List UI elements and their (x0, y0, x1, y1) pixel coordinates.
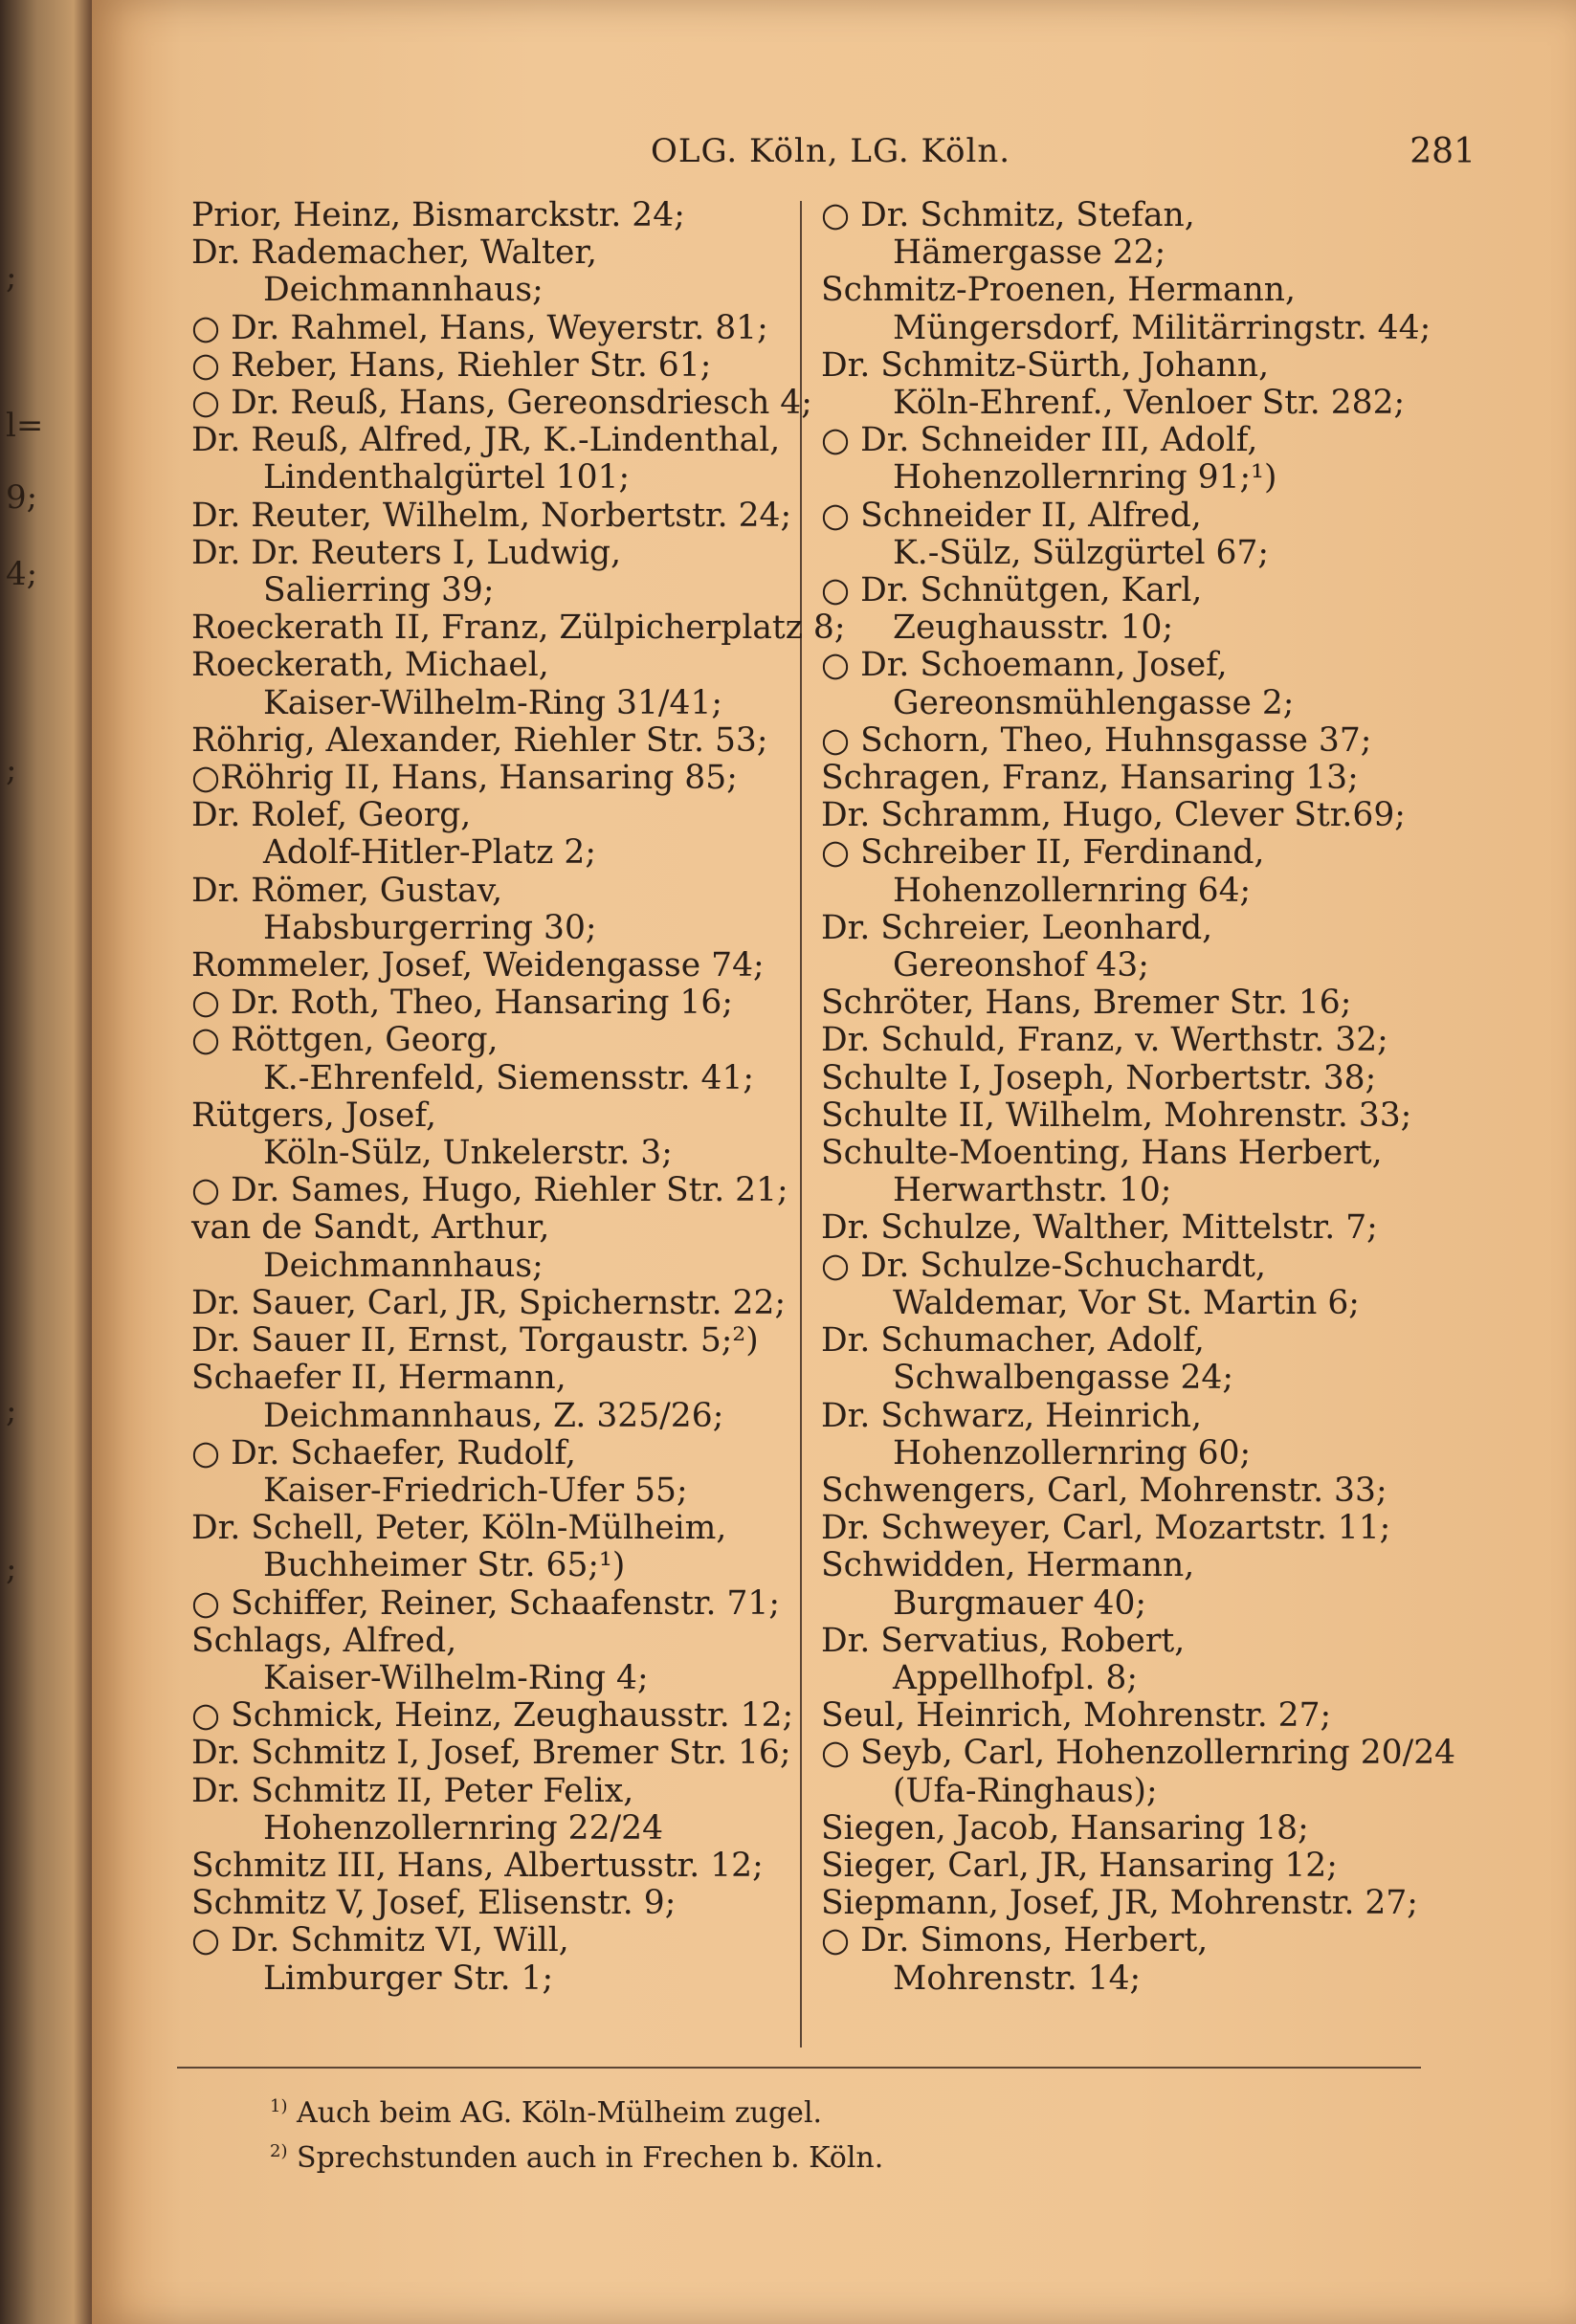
entry-line: ○ Dr. Simons, Herbert, (821, 1921, 1209, 1960)
entry-line: ○ Schmick, Heinz, Zeughausstr. 12; (191, 1696, 794, 1736)
directory-entry (821, 498, 1443, 572)
margin-mark: ; (6, 751, 17, 789)
directory-entry (821, 1848, 1443, 1885)
directory-entry (821, 347, 1443, 422)
directory-entry (191, 384, 812, 423)
entry-continuation: (Ufa-Ringhaus); (893, 1771, 1158, 1810)
directory-entry (821, 1472, 1443, 1510)
directory-entry (821, 572, 1443, 647)
entry-continuation: Hohenzollernring 22/24 (263, 1808, 664, 1848)
entry-line: ○ Dr. Rahmel, Hans, Weyerstr. 81; (191, 308, 768, 347)
directory-entry (191, 1435, 804, 1510)
entry-line: Dr. Servatius, Robert, (821, 1621, 1186, 1660)
margin-mark: ; (6, 258, 17, 297)
entry-line: ○ Seyb, Carl, Hohenzollernring 20/24 (821, 1734, 1456, 1773)
directory-entry (191, 1697, 804, 1735)
entry-continuation: Gereonshof 43; (893, 946, 1149, 985)
entry-line: Schulte II, Wilhelm, Mohrenstr. 33; (821, 1096, 1412, 1135)
entry-line: Schlags, Alfred, (191, 1621, 457, 1660)
directory-entry (821, 1885, 1443, 1922)
entry-line: ○ Schneider II, Alfred, (821, 496, 1202, 535)
entry-line: Dr. Schulze, Walther, Mittelstr. 7; (821, 1208, 1378, 1248)
directory-entry (821, 1248, 1443, 1322)
directory-entry (821, 1810, 1443, 1848)
directory-entry (191, 1922, 804, 1997)
entry-line: Dr. Schell, Peter, Köln-Mülheim, (191, 1509, 727, 1548)
directory-entry (821, 1734, 1456, 1810)
entry-line: Rommeler, Josef, Weidengasse 74; (191, 946, 765, 985)
directory-entry (191, 797, 804, 872)
directory-entry (821, 1547, 1443, 1622)
directory-entry (821, 1922, 1443, 1997)
directory-entry (821, 797, 1443, 834)
entry-continuation: Kaiser-Wilhelm-Ring 31/41; (263, 683, 723, 722)
entry-continuation: Waldemar, Vor St. Martin 6; (893, 1283, 1360, 1322)
entry-line: Dr. Reuter, Wilhelm, Norbertstr. 24; (191, 496, 792, 535)
directory-entry (821, 1697, 1443, 1735)
entry-continuation: Schwalbengasse 24; (893, 1359, 1234, 1398)
entry-line: ○ Dr. Roth, Theo, Hansaring 16; (191, 984, 733, 1023)
directory-entry (191, 873, 804, 947)
footnote-mark: 2) (270, 2141, 288, 2161)
entry-continuation: Salierring 39; (263, 571, 495, 610)
entry-line: Dr. Römer, Gustav, (191, 871, 503, 910)
entry-continuation: Adolf-Hitler-Platz 2; (263, 833, 596, 873)
directory-entry (191, 1097, 804, 1172)
directory-entry (191, 1585, 804, 1623)
margin-mark: ; (6, 1550, 17, 1588)
footnote-rule (177, 2067, 1421, 2069)
entry-line: ○ Dr. Schneider III, Adolf, (821, 421, 1258, 460)
entry-continuation: Herwarthstr. 10; (893, 1171, 1172, 1210)
entry-line: ○ Schiffer, Reiner, Schaafenstr. 71; (191, 1583, 780, 1623)
entry-line: Schmitz III, Hans, Albertusstr. 12; (191, 1846, 764, 1885)
entry-line: Dr. Schmitz-Sürth, Johann, (821, 345, 1270, 385)
directory-entry (191, 1285, 804, 1322)
entry-continuation: Müngersdorf, Militärringstr. 44; (893, 308, 1432, 347)
entry-continuation: Habsburgerring 30; (263, 908, 597, 947)
entry-line: Dr. Schwarz, Heinrich, (821, 1396, 1202, 1435)
running-header: OLG. Köln, LG. Köln. (651, 132, 1011, 170)
entry-line: ○Röhrig II, Hans, Hansaring 85; (191, 759, 738, 798)
entry-continuation: Appellhofpl. 8; (893, 1658, 1138, 1697)
entry-line: ○ Dr. Reuß, Hans, Gereonsdriesch 4; (191, 384, 812, 423)
entry-continuation: Kaiser-Friedrich-Ufer 55; (263, 1471, 688, 1510)
entry-line: Schulte-Moenting, Hans Herbert, (821, 1134, 1383, 1173)
entry-line: ○ Dr. Schnütgen, Karl, (821, 571, 1203, 610)
entry-line: Roeckerath II, Franz, Zülpicherplatz 8; (191, 609, 846, 648)
entry-line: Rütgers, Josef, (191, 1096, 436, 1135)
directory-entry (191, 535, 804, 609)
entry-line: ○ Dr. Schmitz, Stefan, (821, 196, 1195, 234)
directory-entry (191, 985, 804, 1022)
footnote-2 (270, 2133, 883, 2178)
directory-entry (191, 1623, 804, 1697)
entry-continuation: Köln-Ehrenf., Venloer Str. 282; (893, 384, 1406, 423)
directory-entry (191, 1360, 804, 1434)
directory-entry (821, 1060, 1443, 1097)
left-column (191, 196, 846, 1998)
entry-line: ○ Dr. Sames, Hugo, Riehler Str. 21; (191, 1171, 788, 1210)
entry-line: Schaefer II, Hermann, (191, 1359, 566, 1398)
directory-entry (191, 647, 804, 721)
directory-entry (191, 234, 804, 309)
entry-continuation: Deichmannhaus, Z. 325/26; (263, 1396, 724, 1435)
entry-line: Seul, Heinrich, Mohrenstr. 27; (821, 1696, 1332, 1736)
entry-line: Dr. Schumacher, Adolf, (821, 1321, 1205, 1361)
page-number: 281 (1410, 132, 1476, 171)
directory-entry (191, 1322, 804, 1360)
entry-line: Dr. Schmitz I, Josef, Bremer Str. 16; (191, 1734, 791, 1773)
entry-continuation: Kaiser-Wilhelm-Ring 4; (263, 1658, 649, 1697)
directory-entry (821, 1510, 1443, 1547)
directory-entry (191, 422, 804, 497)
footnote-text: Auch beim AG. Köln-Mülheim zugel. (297, 2096, 823, 2130)
margin-mark: l= (6, 407, 44, 445)
entry-line: Dr. Rademacher, Walter, (191, 233, 598, 273)
footnote-1 (270, 2088, 883, 2133)
entry-line: ○ Reber, Hans, Riehler Str. 61; (191, 345, 712, 385)
entry-continuation: Köln-Sülz, Unkelerstr. 3; (263, 1134, 673, 1173)
footnotes (270, 2088, 883, 2178)
directory-entry (821, 910, 1443, 985)
directory-entry (821, 272, 1443, 346)
entry-line: Dr. Schmitz II, Peter Felix, (191, 1771, 634, 1810)
directory-entry (191, 1510, 804, 1584)
directory-entry (821, 722, 1443, 760)
directory-entry (821, 1398, 1443, 1472)
entry-line: ○ Dr. Schoemann, Josef, (821, 646, 1228, 685)
directory-entry (191, 1885, 804, 1922)
entry-line: Siepmann, Josef, JR, Mohrenstr. 27; (821, 1884, 1418, 1923)
entry-line: van de Sandt, Arthur, (191, 1208, 550, 1248)
entry-line: Dr. Schweyer, Carl, Mozartstr. 11; (821, 1509, 1391, 1548)
entry-continuation: Hohenzollernring 91;¹) (893, 458, 1277, 498)
entry-line: Schröter, Hans, Bremer Str. 16; (821, 984, 1352, 1023)
footnote-mark: 1) (270, 2096, 288, 2116)
directory-entry (821, 197, 1443, 272)
directory-entry (821, 422, 1443, 497)
directory-entry (821, 1623, 1443, 1697)
entry-line: Schragen, Franz, Hansaring 13; (821, 759, 1359, 798)
directory-entry (821, 1135, 1443, 1209)
right-column (821, 196, 1456, 1998)
margin-mark: 4; (6, 555, 38, 593)
entry-line: Dr. Schuld, Franz, v. Werthstr. 32; (821, 1021, 1388, 1060)
entry-continuation: Mohrenstr. 14; (893, 1959, 1142, 1998)
entry-line: Schwengers, Carl, Mohrenstr. 33; (821, 1471, 1387, 1510)
directory-entry (191, 1172, 804, 1209)
directory-entry (191, 760, 804, 797)
entry-continuation: Hämergasse 22; (893, 233, 1166, 273)
entry-line: Dr. Schramm, Hugo, Clever Str.69; (821, 796, 1406, 835)
directory-entry (191, 197, 804, 234)
entry-line: Dr. Rolef, Georg, (191, 796, 472, 835)
directory-entry (821, 1209, 1443, 1247)
entry-line: Dr. Dr. Reuters I, Ludwig, (191, 533, 622, 572)
directory-entry (191, 722, 804, 760)
directory-entry (191, 947, 804, 985)
entry-continuation: Burgmauer 40; (893, 1583, 1147, 1623)
entry-line: Dr. Reuß, Alfred, JR, K.-Lindenthal, (191, 421, 781, 460)
directory-entry (191, 1022, 804, 1096)
entry-line: Röhrig, Alexander, Riehler Str. 53; (191, 720, 768, 760)
entry-line: ○ Röttgen, Georg, (191, 1021, 499, 1060)
directory-entry (191, 609, 846, 648)
entry-line: Dr. Sauer II, Ernst, Torgaustr. 5;²) (191, 1321, 759, 1361)
entry-line: ○ Schreiber II, Ferdinand, (821, 833, 1265, 873)
directory-entry (821, 647, 1443, 721)
entry-continuation: Deichmannhaus; (263, 1246, 544, 1285)
directory-entry (821, 834, 1443, 909)
directory-entry (191, 1848, 804, 1885)
directory-entry (821, 760, 1443, 797)
entry-line: Siegen, Jacob, Hansaring 18; (821, 1808, 1309, 1848)
entry-line: ○ Schorn, Theo, Huhnsgasse 37; (821, 720, 1372, 760)
directory-entry (191, 498, 804, 535)
entry-line: Schulte I, Joseph, Norbertstr. 38; (821, 1058, 1377, 1097)
entry-line: Dr. Sauer, Carl, JR, Spichernstr. 22; (191, 1283, 787, 1322)
directory-entry (191, 1209, 804, 1284)
entry-continuation: Buchheimer Str. 65;¹) (263, 1546, 626, 1585)
margin-mark: ; (6, 1392, 17, 1430)
entry-continuation: K.-Sülz, Sülzgürtel 67; (893, 533, 1270, 572)
entry-line: Roeckerath, Michael, (191, 646, 549, 685)
directory-entry (191, 347, 804, 385)
entry-continuation: Gereonsmühlengasse 2; (893, 683, 1295, 722)
entry-line: ○ Dr. Schulze-Schuchardt, (821, 1246, 1266, 1285)
directory-entry (821, 1022, 1443, 1059)
entry-line: ○ Dr. Schmitz VI, Will, (191, 1921, 569, 1960)
entry-continuation: Lindenthalgürtel 101; (263, 458, 631, 498)
directory-entry (821, 985, 1443, 1022)
entry-continuation: Deichmannhaus; (263, 271, 544, 310)
directory-entry (191, 1773, 804, 1848)
directory-entry (191, 1735, 804, 1772)
page-gutter (0, 0, 92, 2324)
entry-line: Schwidden, Hermann, (821, 1546, 1195, 1585)
entry-continuation: Zeughausstr. 10; (893, 609, 1174, 648)
entry-line: Sieger, Carl, JR, Hansaring 12; (821, 1846, 1338, 1885)
entry-continuation: Limburger Str. 1; (263, 1959, 554, 1998)
entry-continuation: K.-Ehrenfeld, Siemensstr. 41; (263, 1058, 755, 1097)
entry-line: Schmitz-Proenen, Hermann, (821, 271, 1296, 310)
entry-line: Schmitz V, Josef, Elisenstr. 9; (191, 1884, 677, 1923)
entry-continuation: Hohenzollernring 60; (893, 1433, 1252, 1472)
entry-continuation: Hohenzollernring 64; (893, 871, 1252, 910)
entry-line: Dr. Schreier, Leonhard, (821, 908, 1213, 947)
footnote-text: Sprechstunden auch in Frechen b. Köln. (297, 2141, 884, 2175)
entry-line: ○ Dr. Schaefer, Rudolf, (191, 1433, 576, 1472)
directory-entry (191, 310, 804, 347)
margin-mark: 9; (6, 478, 38, 517)
directory-entry (821, 1322, 1443, 1397)
entry-line: Prior, Heinz, Bismarckstr. 24; (191, 196, 685, 234)
directory-entry (821, 1097, 1443, 1135)
